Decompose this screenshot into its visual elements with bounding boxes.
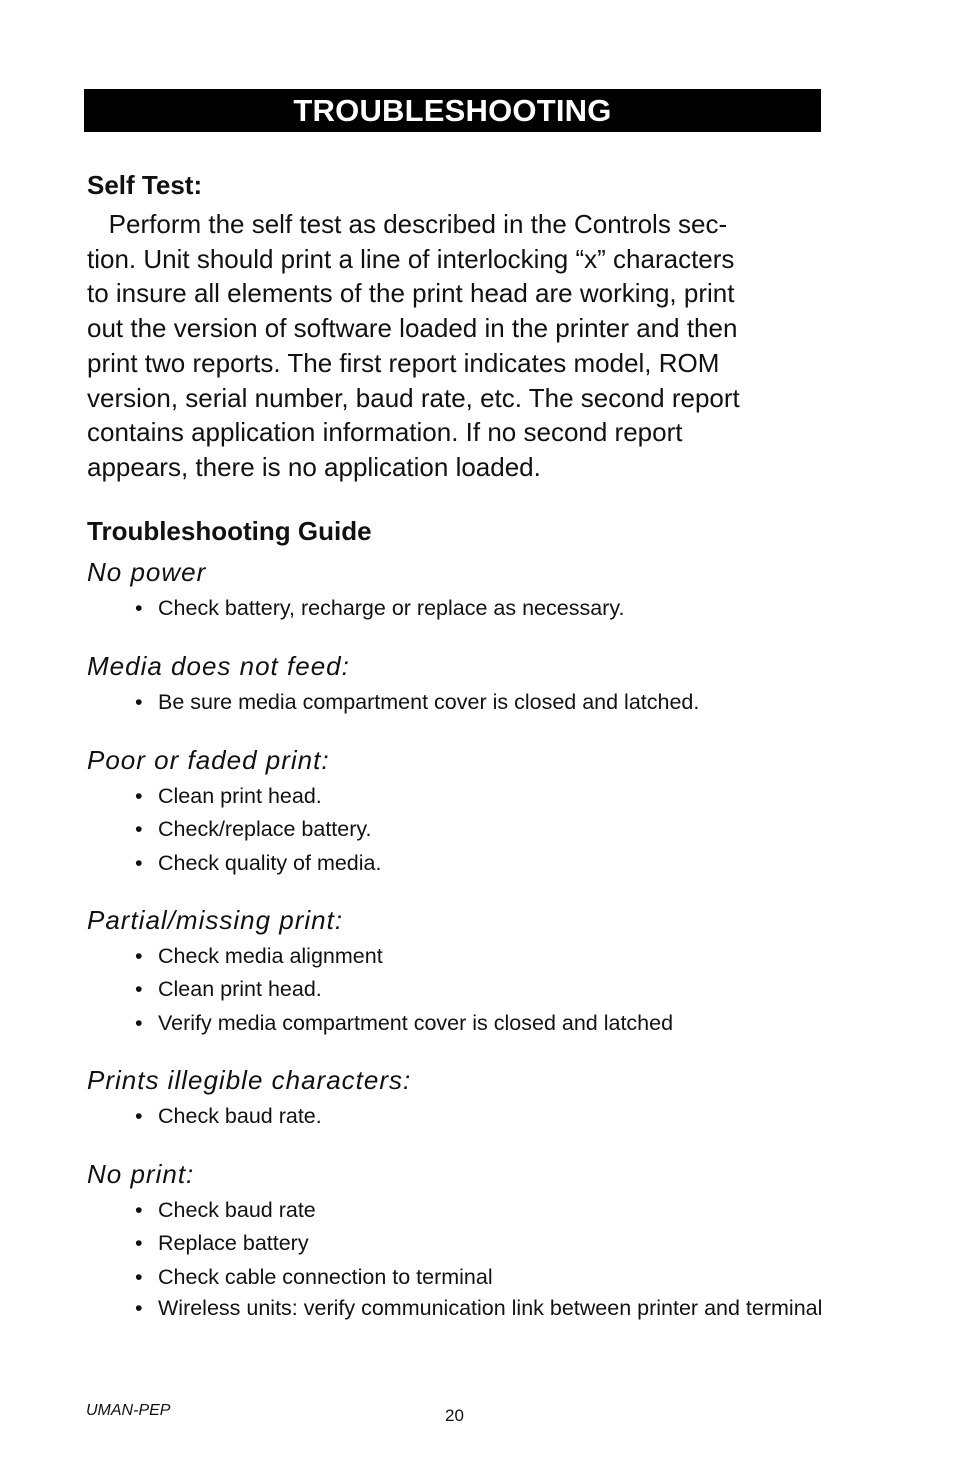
- section-no-power: [87, 556, 847, 625]
- list-item: • Check cable connection to terminal: [87, 1261, 847, 1294]
- troubleshooting-guide-heading: Troubleshooting Guide: [87, 516, 372, 546]
- section-title: Poor or faded print:: [87, 745, 330, 775]
- bullet-icon: •: [135, 1010, 143, 1035]
- document-id: UMAN-PEP: [86, 1402, 171, 1419]
- section-partial-missing-print: [87, 904, 847, 1040]
- list-item: • Check/replace battery.: [87, 813, 847, 846]
- section-media-does-not-feed: [87, 650, 847, 719]
- list-item: • Replace battery: [87, 1227, 847, 1260]
- bullet-icon: •: [135, 784, 143, 808]
- list-item: • Wireless units: verify communication link between printer and terminal: [87, 1294, 847, 1323]
- bullet-icon: •: [135, 944, 143, 968]
- list-item: • Check baud rate.: [87, 1100, 847, 1133]
- bullet-icon: •: [135, 690, 143, 714]
- section-title: No power: [87, 557, 207, 587]
- page-number: 20: [445, 1406, 464, 1425]
- bullet-list: [87, 1100, 847, 1133]
- list-item: • Be sure media compartment cover is closed and latched.: [87, 686, 847, 719]
- self-test-line: appears, there is no application loaded.: [87, 451, 541, 482]
- list-item: • Clean print head.: [87, 973, 847, 1006]
- self-test-line: to insure all elements of the print head are working, print: [87, 278, 735, 309]
- self-test-line: out the version of software loaded in the printer and then: [87, 313, 738, 344]
- self-test-line: print two reports. The first report indicates model, ROM: [87, 347, 720, 378]
- section-prints-illegible-characters: [87, 1064, 847, 1133]
- section-poor-or-faded-print: [87, 744, 847, 880]
- section-title: Prints illegible characters:: [87, 1065, 412, 1095]
- section-title: No print:: [87, 1159, 195, 1189]
- list-item: • Check quality of media.: [87, 847, 847, 880]
- self-test-line: Perform the self test as described in the Controls sec-: [87, 209, 728, 239]
- bullet-icon: •: [135, 850, 143, 875]
- bullet-icon: •: [135, 1231, 143, 1256]
- bullet-icon: •: [135, 1264, 143, 1289]
- bullet-list: [87, 780, 847, 880]
- list-item: • Verify media compartment cover is closed and latched: [87, 1007, 847, 1040]
- section-title: Media does not feed:: [87, 651, 350, 681]
- bullet-list: [87, 686, 847, 719]
- bullet-list: [87, 940, 847, 1040]
- bullet-list: [87, 592, 847, 625]
- section-title: Partial/missing print:: [87, 905, 344, 935]
- bullet-icon: •: [135, 596, 143, 620]
- bullet-icon: •: [135, 1296, 143, 1321]
- page-title: TROUBLESHOOTING: [84, 89, 821, 132]
- bullet-icon: •: [135, 1104, 143, 1128]
- self-test-line: version, serial number, baud rate, etc. The second report: [87, 382, 740, 413]
- section-no-print: [87, 1158, 847, 1323]
- list-item: • Check media alignment: [87, 940, 847, 973]
- self-test-line: contains application information. If no second report: [87, 417, 683, 448]
- self-test-paragraph: [87, 207, 832, 485]
- self-test-line: tion. Unit should print a line of interlocking “x” characters: [87, 243, 735, 274]
- bullet-icon: •: [135, 977, 143, 1002]
- bullet-icon: •: [135, 817, 143, 842]
- self-test-heading: Self Test:: [87, 170, 203, 200]
- list-item: • Check baud rate: [87, 1194, 847, 1227]
- list-item: • Check battery, recharge or replace as necessary.: [87, 592, 847, 625]
- bullet-icon: •: [135, 1198, 143, 1222]
- list-item: • Clean print head.: [87, 780, 847, 813]
- bullet-list: [87, 1194, 847, 1323]
